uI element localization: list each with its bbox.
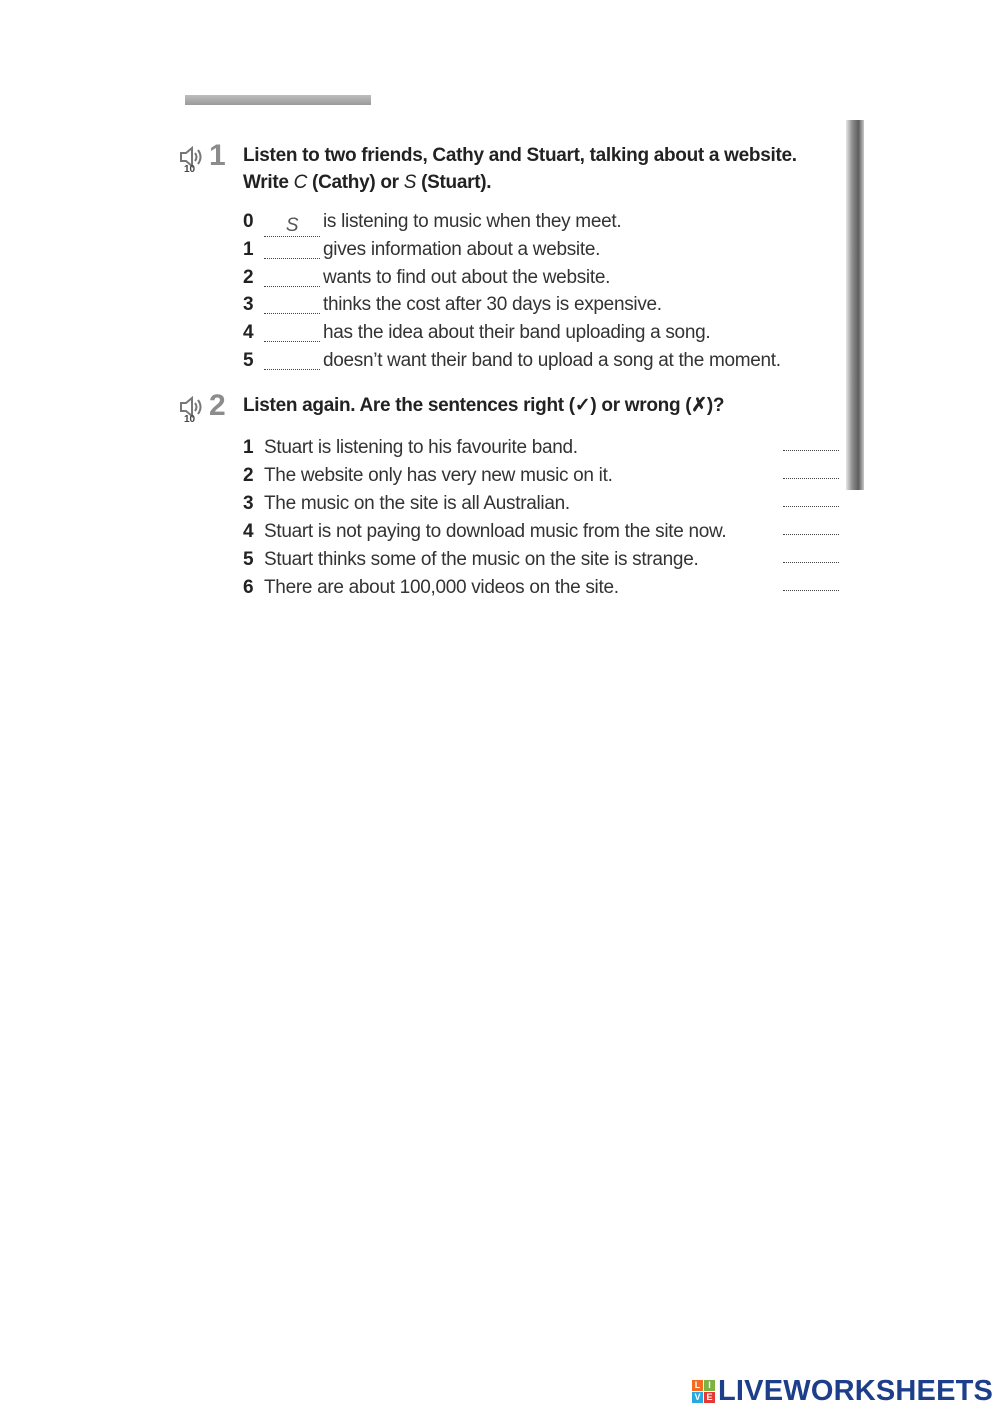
exercise-instruction: Listen again. Are the sentences right (✓) or wrong (✗)?	[243, 395, 725, 416]
liveworksheets-logo[interactable]	[692, 1376, 993, 1406]
item-number: 4	[243, 322, 254, 344]
answer-gap[interactable]	[783, 561, 839, 563]
item-number: 6	[243, 577, 254, 598]
list-item	[243, 236, 781, 264]
item-text: Stuart is listening to his favourite band.	[264, 437, 578, 458]
item-number: 1	[243, 238, 254, 260]
item-text: has the idea about their band uploading a song.	[323, 322, 711, 344]
track-number: 10	[184, 164, 196, 175]
item-text: The music on the site is all Australian.	[264, 493, 570, 514]
header-bar-decoration	[185, 95, 371, 105]
logo-letter: V	[692, 1392, 703, 1403]
list-item	[243, 546, 726, 574]
answer-gap[interactable]	[783, 477, 839, 479]
logo-letter: E	[704, 1392, 715, 1403]
list-item	[243, 319, 781, 347]
answer-gap[interactable]	[264, 349, 320, 370]
item-text: thinks the cost after 30 days is expensive.	[323, 294, 662, 316]
item-text: There are about 100,000 videos on the site.	[264, 577, 619, 598]
exercise-1-items	[243, 208, 781, 375]
item-number: 5	[243, 349, 254, 371]
answer-gap[interactable]	[264, 266, 320, 287]
list-item	[243, 518, 726, 546]
item-text: The website only has very new music on it.	[264, 465, 613, 486]
item-number: 3	[243, 493, 254, 514]
list-item	[243, 462, 726, 490]
exercise-number: 1	[209, 139, 226, 172]
item-number: 2	[243, 266, 254, 288]
answer-gap[interactable]	[783, 449, 839, 451]
item-number: 2	[243, 465, 254, 486]
item-number: 1	[243, 437, 254, 458]
track-number: 10	[184, 414, 196, 425]
item-number: 5	[243, 549, 254, 570]
instruction-line-2: Write C (Cathy) or S (Stuart).	[243, 172, 492, 193]
item-text: gives information about a website.	[323, 238, 601, 260]
item-text: Stuart thinks some of the music on the site is strange.	[264, 549, 699, 570]
exercise-2-items	[243, 434, 726, 602]
exercise-number: 2	[209, 389, 226, 422]
list-item	[243, 264, 781, 292]
item-text: wants to find out about the website.	[323, 266, 611, 288]
list-item	[243, 347, 781, 375]
list-item	[243, 208, 781, 236]
item-number: 3	[243, 294, 254, 316]
exercise-instruction	[243, 142, 797, 196]
answer-gap[interactable]: S	[264, 216, 320, 237]
answer-gap[interactable]	[264, 238, 320, 259]
list-item	[243, 291, 781, 319]
side-photo-strip	[846, 120, 864, 490]
logo-letter: L	[692, 1380, 703, 1391]
answer-gap[interactable]	[264, 321, 320, 342]
answer-gap[interactable]	[783, 533, 839, 535]
item-text: Stuart is not paying to download music from the site now.	[264, 521, 727, 542]
logo-text: LIVEWORKSHEETS	[718, 1374, 994, 1407]
list-item	[243, 434, 726, 462]
item-text: doesn’t want their band to upload a song at the moment.	[323, 349, 781, 371]
answer-gap[interactable]	[783, 589, 839, 591]
answer-gap[interactable]	[264, 293, 320, 314]
item-text: is listening to music when they meet.	[323, 211, 622, 232]
list-item	[243, 574, 726, 602]
instruction-line-1: Listen to two friends, Cathy and Stuart, talking about a website.	[243, 145, 797, 166]
item-number: 0	[243, 211, 254, 232]
item-number: 4	[243, 521, 254, 542]
answer-gap[interactable]	[783, 505, 839, 507]
logo-icon	[692, 1380, 715, 1403]
list-item	[243, 490, 726, 518]
logo-letter: I	[704, 1380, 715, 1391]
